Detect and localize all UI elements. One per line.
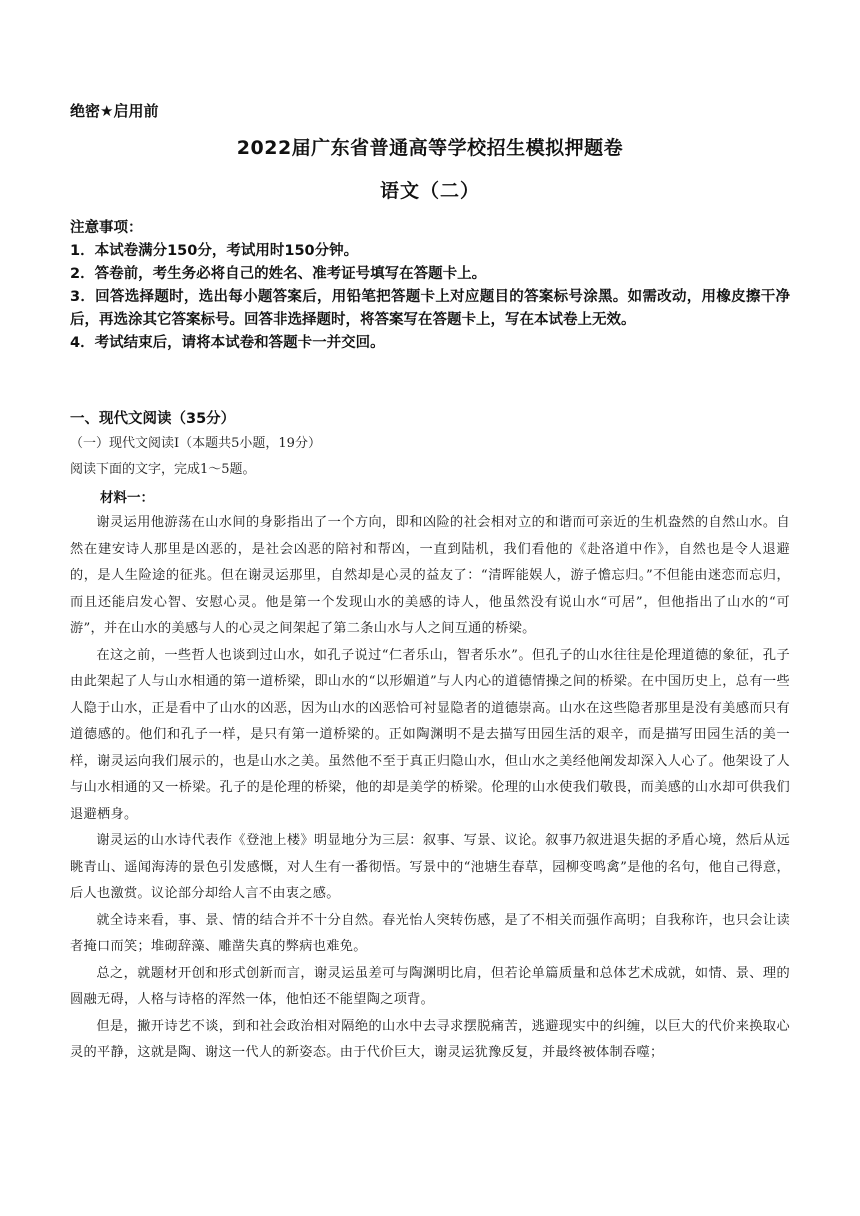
passage-paragraph: 总之，就题材开创和形式创新而言，谢灵运虽差可与陶渊明比肩，但若论单篇质量和总体艺术成就，如情、景、理的圆融无碍，人格与诗格的浑然一体，他怕还不能望陶之项背。 [70, 965, 790, 1007]
material-label: 材料一： [100, 490, 154, 506]
passage-paragraph: 谢灵运的山水诗代表作《登池上楼》明显地分为三层：叙事、写景、议论。叙事乃叙进退失据的矛盾心境，然后从远眺青山、遥闻海涛的景色引发感慨，对人生有一番彻悟。写景中的“池塘生春草，园柳变鸣禽”是他的名句，他自己得意，后人也激赏。议论部分却给人言不由衷之感。 [70, 833, 790, 901]
notes-section [70, 217, 790, 355]
notes-item: 3．回答选择题时，选出每小题答案后，用铅笔把答题卡上对应题目的答案标号涂黑。如需改动，用橡皮擦干净后，再选涂其它答案标号。回答非选择题时，将答案写在答题卡上，写在本试卷上无效。 [70, 289, 790, 328]
notes-heading: 注意事项： [70, 220, 143, 236]
passage [70, 510, 790, 1067]
section-instruction: 阅读下面的文字，完成1～5题。 [70, 462, 256, 477]
notes-item: 4．考试结束后，请将本试卷和答题卡一并交回。 [70, 335, 385, 351]
notes-item: 1．本试卷满分150分，考试用时150分钟。 [70, 243, 359, 259]
passage-paragraph: 谢灵运用他游荡在山水间的身影指出了一个方向，即和凶险的社会相对立的和谐而可亲近的生机盎然的自然山水。自然在建安诗人那里是凶恶的，是社会凶恶的陪衬和帮凶，一直到陆机，我们看他的《赴洛道中作》，自然也是令人退避的，是人生险途的征兆。但在谢灵运那里，自然却是心灵的益友了：“清晖能娱人，游子憺忘归。”不但能由迷恋而忘归，而且还能启发心智、安慰心灵。他是第一个发现山水的美感的诗人，他虽然没有说山水“可居”，但他指出了山水的“可游”，并在山水的美感与人的心灵之间架起了第二条山水与人之间互通的桥梁。 [70, 515, 790, 636]
passage-paragraph: 就全诗来看，事、景、情的结合并不十分自然。春光怡人突转伤感，是了不相关而强作高明；自我称许，也只会让读者掩口而笑；堆砌辞藻、雕凿失真的弊病也难免。 [70, 912, 790, 954]
section-heading: 一、现代文阅读（35分） [70, 411, 236, 427]
passage-paragraph: 在这之前，一些哲人也谈到过山水，如孔子说过“仁者乐山，智者乐水”。但孔子的山水往往是伦理道德的象征，孔子由此架起了人与山水相通的第一道桥梁，即山水的“以形媚道”与人内心的道德情操之间的桥梁。在中国历史上，总有一些人隐于山水，正是看中了山水的凶恶，因为山水的凶恶恰可衬显隐者的道德崇高。山水在这些隐者那里是没有美感而只有道德感的。他们和孔子一样，是只有第一道桥梁的。正如陶渊明不是去描写田园生活的艰辛，而是描写田园生活的美一样，谢灵运向我们展示的，也是山水之美。虽然他不至于真正归隐山水，但山水之美经他阐发却深入人心了。他架设了人与山水相通的又一桥梁。孔子的是伦理的桥梁，他的却是美学的桥梁。伦理的山水使我们敬畏，而美感的山水却可供我们退避栖身。 [70, 647, 790, 822]
exam-title: 2022届广东省普通高等学校招生模拟押题卷 [236, 137, 624, 159]
subject-title: 语文（二） [379, 180, 480, 202]
notes-item: 2．答卷前，考生务必将自己的姓名、准考证号填写在答题卡上。 [70, 266, 487, 282]
section-subheading: （一）现代文阅读Ⅰ（本题共5小题，19分） [70, 436, 321, 451]
passage-paragraph: 但是，撇开诗艺不谈，到和社会政治相对隔绝的山水中去寻求摆脱痛苦，逃避现实中的纠缠，以巨大的代价来换取心灵的平静，这就是陶、谢这一代人的新姿态。由于代价巨大，谢灵运犹豫反复，并最终被体制吞噬； [70, 1018, 790, 1060]
secret-label: 绝密★启用前 [70, 102, 159, 120]
